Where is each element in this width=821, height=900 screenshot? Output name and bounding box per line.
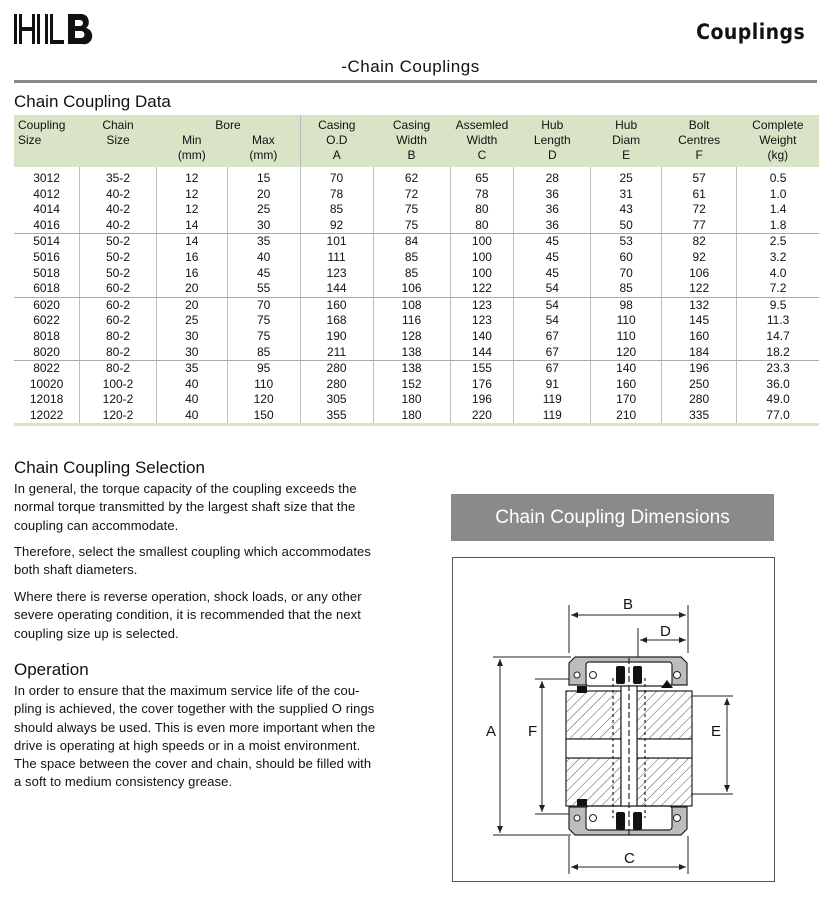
table-cell: 16 <box>156 266 227 282</box>
header-hub-length: Hub Length D <box>514 115 591 167</box>
table-cell: 80-2 <box>80 361 157 377</box>
table-cell: 4012 <box>33 186 60 201</box>
table-cell: 75 <box>227 313 300 329</box>
dimensions-diagram <box>452 557 775 882</box>
table-cell: 40-2 <box>80 187 157 203</box>
table-header-row <box>14 115 819 133</box>
table-cell: 67 <box>514 361 591 377</box>
table-row <box>14 250 819 266</box>
table-cell: 10020 <box>29 376 64 391</box>
table-cell: 110 <box>591 313 662 329</box>
header-casing-od: Casing O.D A <box>300 115 373 167</box>
table-cell: 85 <box>300 202 373 218</box>
table-cell: 80-2 <box>80 329 157 345</box>
dimension-label-a: A <box>486 723 497 740</box>
table-row <box>14 187 819 203</box>
table-cell: 6022 <box>33 313 60 328</box>
table-row <box>14 408 819 424</box>
table-cell: 36 <box>514 187 591 203</box>
table-cell: 25 <box>227 202 300 218</box>
table-cell: 180 <box>373 408 450 424</box>
table-cell: 65 <box>450 167 514 187</box>
table-cell: 5014 <box>33 234 60 249</box>
table-cell: 220 <box>450 408 514 424</box>
table-cell: 8018 <box>33 328 60 343</box>
table-cell: 116 <box>373 313 450 329</box>
table-cell: 160 <box>591 377 662 393</box>
table-cell: 6018 <box>14 281 80 297</box>
table-cell: 106 <box>662 266 737 282</box>
table-cell: 45 <box>514 266 591 282</box>
table-cell: 78 <box>300 187 373 203</box>
header-complete-weight: Complete Weight (kg) <box>737 115 819 167</box>
table-cell: 12 <box>156 167 227 187</box>
table-cell: 77.0 <box>737 408 819 424</box>
table-cell: 80-2 <box>80 345 157 361</box>
table-cell: 67 <box>514 329 591 345</box>
table-cell: 3.2 <box>737 250 819 266</box>
table-cell: 57 <box>662 167 737 187</box>
selection-paragraph-3: Where there is reverse operation, shock loads, or any other severe operating condition, it is recommended that the next coupling size up is selected. <box>14 589 362 641</box>
table-cell: 140 <box>450 329 514 345</box>
table-cell: 101 <box>300 234 373 250</box>
table-row <box>14 377 819 393</box>
table-cell: 190 <box>300 329 373 345</box>
table-cell: 138 <box>373 361 450 377</box>
table-cell: 1.0 <box>737 187 819 203</box>
table-cell: 54 <box>514 281 591 297</box>
table-row <box>14 297 819 313</box>
header-bore: Bore <box>156 115 300 133</box>
table-row <box>14 329 819 345</box>
table-row <box>14 392 819 408</box>
table-cell: 30 <box>156 345 227 361</box>
table-cell: 55 <box>227 281 300 297</box>
table-cell: 210 <box>591 408 662 424</box>
table-cell: 92 <box>300 218 373 234</box>
table-cell: 176 <box>450 377 514 393</box>
table-cell: 14.7 <box>737 329 819 345</box>
table-cell: 40 <box>156 408 227 424</box>
page-subtitle: -Chain Couplings <box>341 57 480 76</box>
table-row <box>14 313 819 329</box>
table-cell: 12022 <box>29 407 64 422</box>
brand-title: Couplings <box>695 20 805 44</box>
table-cell: 168 <box>300 313 373 329</box>
table-cell: 1.4 <box>737 202 819 218</box>
table-cell: 110 <box>227 377 300 393</box>
table-cell: 60-2 <box>80 297 157 313</box>
table-cell: 106 <box>373 281 450 297</box>
table-cell: 119 <box>514 392 591 408</box>
table-cell: 100 <box>450 266 514 282</box>
table-cell: 31 <box>591 187 662 203</box>
table-cell: 120 <box>227 392 300 408</box>
table-cell: 100 <box>450 234 514 250</box>
selection-title: Chain Coupling Selection <box>14 458 205 477</box>
table-cell: 85 <box>227 345 300 361</box>
table-cell: 72 <box>373 187 450 203</box>
table-cell: 122 <box>662 281 737 297</box>
table-cell: 92 <box>662 250 737 266</box>
table-cell: 50-2 <box>80 234 157 250</box>
table-row <box>14 281 819 297</box>
table-cell: 40-2 <box>80 218 157 234</box>
table-title: Chain Coupling Data <box>14 92 171 111</box>
table-cell: 12 <box>156 202 227 218</box>
table-row <box>14 218 819 234</box>
table-cell: 20 <box>156 281 227 297</box>
header-casing-width: Casing Width B <box>373 115 450 167</box>
table-cell: 145 <box>662 313 737 329</box>
header-hub-diam: Hub Diam E <box>591 115 662 167</box>
selection-paragraph-2: Therefore, select the smallest coupling which accommodates both shaft diameters. <box>14 544 371 578</box>
table-cell: 80 <box>450 218 514 234</box>
header-bore-min: Min (mm) <box>156 133 227 167</box>
table-cell: 77 <box>662 218 737 234</box>
table-cell: 122 <box>450 281 514 297</box>
table-cell: 14 <box>156 234 227 250</box>
table-cell: 123 <box>450 297 514 313</box>
table-cell: 85 <box>591 281 662 297</box>
dimension-label-c: C <box>624 850 635 867</box>
table-cell: 25 <box>156 313 227 329</box>
table-cell: 70 <box>591 266 662 282</box>
table-cell: 7.2 <box>737 281 819 297</box>
table-cell: 25 <box>591 167 662 187</box>
table-cell: 144 <box>300 281 373 297</box>
table-body <box>14 167 819 424</box>
table-cell: 82 <box>662 234 737 250</box>
table-cell: 75 <box>373 202 450 218</box>
table-cell: 18.2 <box>737 345 819 361</box>
dimension-label-d: D <box>660 623 671 640</box>
table-cell: 35 <box>227 234 300 250</box>
table-cell: 20 <box>156 297 227 313</box>
table-cell: 123 <box>300 266 373 282</box>
table-cell: 280 <box>662 392 737 408</box>
table-cell: 91 <box>514 377 591 393</box>
table-cell: 111 <box>300 250 373 266</box>
table-cell: 36 <box>514 218 591 234</box>
table-cell: 132 <box>662 297 737 313</box>
table-cell: 40-2 <box>80 202 157 218</box>
table-cell: 160 <box>300 297 373 313</box>
table-cell: 53 <box>591 234 662 250</box>
table-cell: 35-2 <box>80 167 157 187</box>
table-cell: 85 <box>373 250 450 266</box>
table-cell: 36.0 <box>737 377 819 393</box>
table-cell: 11.3 <box>737 313 819 329</box>
table-cell: 20 <box>227 187 300 203</box>
table-cell: 28 <box>514 167 591 187</box>
table-cell: 4014 <box>33 202 60 217</box>
table-cell: 75 <box>373 218 450 234</box>
table-cell: 138 <box>373 345 450 361</box>
table-cell: 180 <box>373 392 450 408</box>
chain-coupling-data-table <box>14 115 819 424</box>
table-cell: 98 <box>591 297 662 313</box>
table-cell: 123 <box>450 313 514 329</box>
table-cell: 40 <box>227 250 300 266</box>
table-cell: 5018 <box>33 265 60 280</box>
table-cell: 40 <box>156 377 227 393</box>
table-cell: 54 <box>514 313 591 329</box>
table-cell: 15 <box>227 167 300 187</box>
table-cell: 60-2 <box>80 281 157 297</box>
table-cell: 150 <box>227 408 300 424</box>
table-cell: 36 <box>514 202 591 218</box>
table-cell: 84 <box>373 234 450 250</box>
table-cell: 280 <box>300 361 373 377</box>
table-cell: 8022 <box>33 361 60 376</box>
table-cell: 50-2 <box>80 250 157 266</box>
header-chain-size: Chain Size <box>80 115 157 167</box>
coupling-drawing <box>453 558 774 881</box>
table-cell: 4016 <box>14 218 80 234</box>
table-cell: 5016 <box>33 249 60 264</box>
table-cell: 0.5 <box>737 167 819 187</box>
table-cell: 23.3 <box>737 361 819 377</box>
table-cell: 43 <box>591 202 662 218</box>
table-cell: 12 <box>156 187 227 203</box>
table-cell: 152 <box>373 377 450 393</box>
table-cell: 54 <box>514 297 591 313</box>
table-cell: 144 <box>450 345 514 361</box>
table-cell: 30 <box>156 329 227 345</box>
table-cell: 70 <box>300 167 373 187</box>
table-cell: 40 <box>156 392 227 408</box>
table-cell: 155 <box>450 361 514 377</box>
table-row <box>14 202 819 218</box>
table-cell: 35 <box>156 361 227 377</box>
table-cell: 45 <box>227 266 300 282</box>
table-cell: 110 <box>591 329 662 345</box>
header-bolt-centres: Bolt Centres F <box>662 115 737 167</box>
table-cell: 355 <box>300 408 373 424</box>
table-cell: 61 <box>662 187 737 203</box>
table-cell: 45 <box>514 234 591 250</box>
table-cell: 120-2 <box>80 392 157 408</box>
table-cell: 211 <box>300 345 373 361</box>
table-cell: 100 <box>450 250 514 266</box>
table-cell: 95 <box>227 361 300 377</box>
table-cell: 30 <box>227 218 300 234</box>
table-cell: 14 <box>156 218 227 234</box>
table-cell: 67 <box>514 345 591 361</box>
table-cell: 80 <box>450 202 514 218</box>
hlb-logo <box>14 12 94 46</box>
table-cell: 305 <box>300 392 373 408</box>
table-cell: 335 <box>662 408 737 424</box>
table-cell: 119 <box>514 408 591 424</box>
table-row <box>14 167 819 187</box>
table-cell: 160 <box>662 329 737 345</box>
operation-title: Operation <box>14 660 89 679</box>
table-cell: 100-2 <box>80 377 157 393</box>
table-cell: 250 <box>662 377 737 393</box>
header-bore-max: Max (mm) <box>227 133 300 167</box>
table-cell: 75 <box>227 329 300 345</box>
table-cell: 120 <box>591 345 662 361</box>
table-cell: 72 <box>662 202 737 218</box>
table-cell: 50-2 <box>80 266 157 282</box>
table-cell: 108 <box>373 297 450 313</box>
table-cell: 280 <box>300 377 373 393</box>
table-cell: 45 <box>514 250 591 266</box>
header-assembled-width: Assemled Width C <box>450 115 514 167</box>
table-cell: 49.0 <box>737 392 819 408</box>
dimension-label-b: B <box>623 596 634 613</box>
table-cell: 6020 <box>33 297 60 312</box>
table-row <box>14 345 819 361</box>
table-cell: 60 <box>591 250 662 266</box>
table-cell: 9.5 <box>737 297 819 313</box>
table-cell: 196 <box>662 361 737 377</box>
header-coupling-size: Coupling Size <box>14 115 80 167</box>
selection-paragraph-1: In general, the torque capacity of the coupling exceeds the normal torque transmitted by the largest shaft size that the coupling can accommodate. <box>14 481 357 533</box>
table-cell: 3012 <box>33 171 60 185</box>
table-cell: 8020 <box>14 345 80 361</box>
table-row <box>14 234 819 250</box>
table-bottom-rule <box>14 423 819 426</box>
operation-paragraph: In order to ensure that the maximum service life of the cou- pling is achieved, the cover together with the supplied O rings should always be used. This is even more important when the drive is operating at high speeds or in a moist environment. The space between the cover and chain, should be filled with a soft to medium consistency grease. <box>14 683 376 790</box>
table-cell: 170 <box>591 392 662 408</box>
table-cell: 196 <box>450 392 514 408</box>
table-cell: 184 <box>662 345 737 361</box>
table-cell: 78 <box>450 187 514 203</box>
dimension-label-e: E <box>711 723 722 740</box>
table-cell: 128 <box>373 329 450 345</box>
table-cell: 140 <box>591 361 662 377</box>
table-cell: 120-2 <box>80 408 157 424</box>
dimensions-banner: Chain Coupling Dimensions <box>451 494 774 541</box>
table-cell: 4.0 <box>737 266 819 282</box>
table-row <box>14 266 819 282</box>
table-cell: 12018 <box>29 392 64 407</box>
table-cell: 62 <box>373 167 450 187</box>
header-rule <box>14 80 817 83</box>
table-cell: 2.5 <box>737 234 819 250</box>
dimension-label-f: F <box>528 723 538 740</box>
table-cell: 70 <box>227 297 300 313</box>
table-cell: 50 <box>591 218 662 234</box>
table-cell: 60-2 <box>80 313 157 329</box>
table-cell: 1.8 <box>737 218 819 234</box>
table-row <box>14 361 819 377</box>
table-cell: 16 <box>156 250 227 266</box>
table-cell: 85 <box>373 266 450 282</box>
